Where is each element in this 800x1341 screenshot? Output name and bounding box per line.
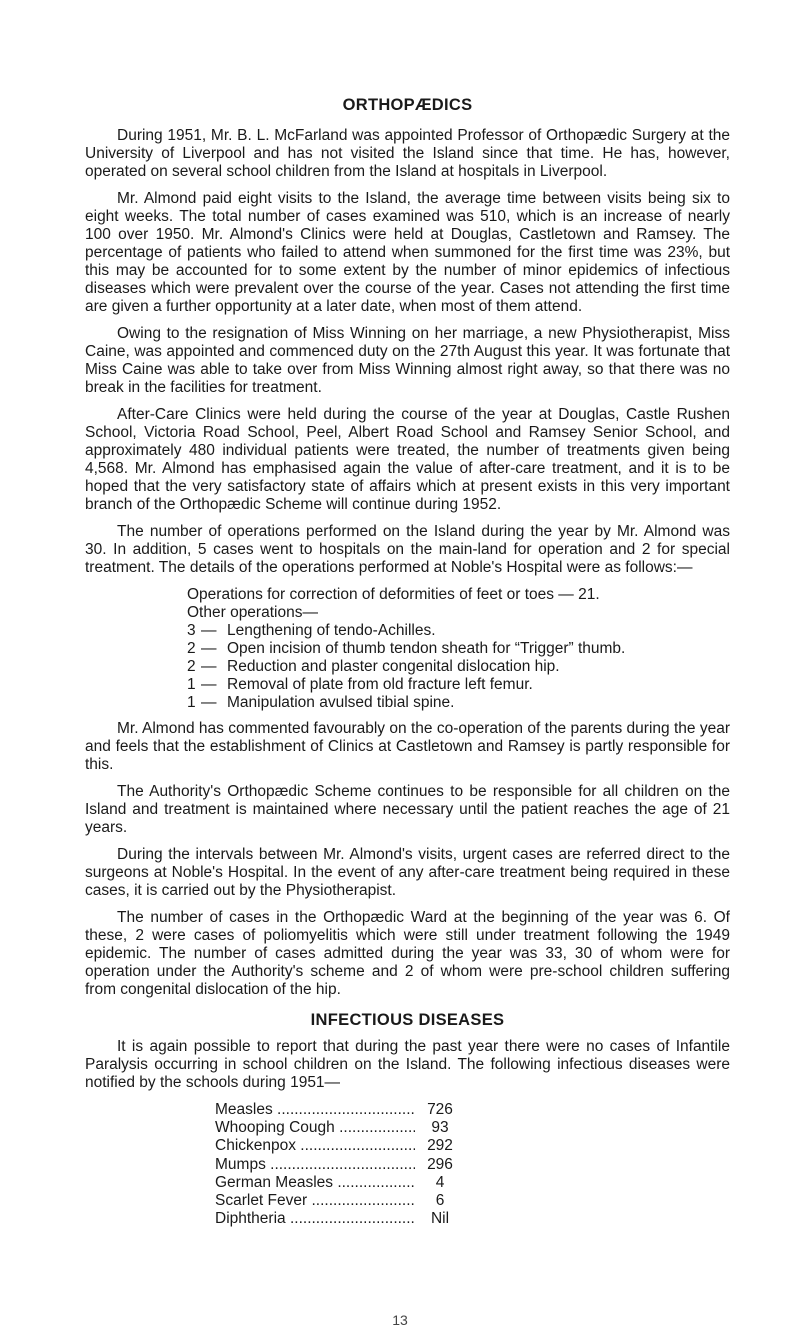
operation-dash: — (201, 640, 217, 657)
disease-row (215, 1156, 465, 1174)
disease-row (215, 1137, 465, 1155)
operation-description: Lengthening of tendo-Achilles. (227, 622, 436, 639)
paragraph: During 1951, Mr. B. L. McFarland was appointed Professor of Orthopædic Surgery at the University of Liverpool and has not visited the Island since that time. He has, however, operated on several school children from the Island at hospitals in Liverpool. (85, 127, 730, 180)
paragraph: Mr. Almond has commented favourably on the co-operation of the parents during the year and feels that the establishment of Clinics at Castletown and Ramsey is partly responsible for this. (85, 720, 730, 773)
disease-name: German Measles ..... (215, 1174, 415, 1192)
operations-feet-line: Operations for correction of deformities of feet or toes — 21. (187, 586, 600, 603)
operation-description: Open incision of thumb tendon sheath for “Trigger” thumb. (227, 640, 626, 657)
operation-item (187, 658, 730, 676)
operation-dash: — (201, 622, 217, 639)
disease-name: Chickenpox ..... (215, 1137, 415, 1155)
operations-list (187, 586, 730, 712)
disease-count: 93 (431, 1119, 449, 1137)
diseases-table (215, 1101, 730, 1228)
disease-count: Nil (430, 1210, 450, 1228)
operation-description: Removal of plate from old fracture left femur. (227, 676, 533, 693)
disease-name: Diphtheria ..... (215, 1210, 415, 1228)
disease-count: 726 (427, 1101, 453, 1118)
disease-count: 296 (427, 1155, 453, 1173)
disease-name: Whooping Cough ..... (215, 1119, 415, 1137)
operation-item (187, 694, 730, 712)
operation-count: 3 (187, 622, 196, 639)
paragraph: Mr. Almond paid eight visits to the Island, the average time between visits being six to eight weeks. The total number of cases examined was 510, which is an increase of nearly 100 over 1950. Mr. Almond's Clinics were held at Douglas, Castletown and Ramsey. The percentage of patients who failed to attend when summoned for the first time was 23%, but this may be accounted for to some extent by the number of minor epidemics of infectious diseases which were prevalent over the course of the year. Cases not attending the first time are given a further opportunity at a later date, when most of them attend. (85, 190, 730, 315)
disease-row (215, 1192, 465, 1210)
operation-dash: — (201, 658, 217, 675)
disease-count: 4 (435, 1173, 445, 1191)
disease-name: Measles ..... (215, 1101, 415, 1119)
paragraph: After-Care Clinics were held during the course of the year at Douglas, Castle Rushen School, Victoria Road School, Peel, Albert Road School and Ramsey Senior School, and approximately 480 individual patients were treated, the number of treatments given being 4,568. Mr. Almond has emphasised again the value of after-care treatment, and it is to be hoped that the very satisfactory state of affairs which at present exists in this very important branch of the Orthopædic Scheme will continue during 1952. (85, 406, 730, 513)
paragraph: The Authority's Orthopædic Scheme continues to be responsible for all children on the Island and treatment is maintained where necessary until the patient reaches the age of 21 years. (85, 783, 730, 836)
section-heading-orthopaedics: ORTHOPÆDICS (342, 96, 473, 114)
other-operations-label: Other operations— (187, 604, 318, 621)
paragraph: The number of cases in the Orthopædic Ward at the beginning of the year was 6. Of these, 2 were cases of poliomyelitis which were still under treatment following the 1949 epidemic. The number of cases admitted during the year was 33, 30 of whom were for operation under the Authority's scheme and 2 of whom were pre-school children suffering from congenital dislocation of the hip. (85, 909, 730, 998)
paragraph: The number of operations performed on the Island during the year by Mr. Almond was 30. In addition, 5 cases went to hospitals on the main-land for operation and 2 for special treatment. The details of the operations performed at Noble's Hospital were as follows:— (85, 523, 730, 576)
operation-dash: — (201, 676, 217, 693)
operation-count: 2 (187, 640, 196, 657)
disease-name: Scarlet Fever ..... (215, 1192, 415, 1210)
operation-dash: — (201, 694, 217, 711)
disease-count: 6 (435, 1192, 445, 1210)
operation-item (187, 622, 730, 640)
operation-count: 2 (187, 658, 196, 675)
disease-count: 292 (427, 1137, 453, 1155)
page-number: 13 (392, 1312, 408, 1328)
operation-description: Reduction and plaster congenital dislocation hip. (227, 658, 560, 675)
disease-row (215, 1210, 465, 1228)
paragraph: It is again possible to report that during the past year there were no cases of Infantile Paralysis occurring in school children on the Island. The following infectious diseases were notified by the schools during 1951— (85, 1038, 730, 1091)
operation-description: Manipulation avulsed tibial spine. (227, 694, 455, 711)
section-heading-infectious-diseases: INFECTIOUS DISEASES (310, 1011, 505, 1029)
operation-count: 1 (187, 676, 196, 693)
operation-item (187, 640, 730, 658)
disease-row (215, 1101, 465, 1119)
paragraph: During the intervals between Mr. Almond's visits, urgent cases are referred direct to the surgeons at Noble's Hospital. In the event of any after-care treatment being required in these cases, it is carried out by the Physiotherapist. (85, 846, 730, 899)
operation-item (187, 676, 730, 694)
disease-name: Mumps ..... (215, 1156, 415, 1174)
disease-row (215, 1174, 465, 1192)
paragraph: Owing to the resignation of Miss Winning on her marriage, a new Physiotherapist, Miss Caine, was appointed and commenced duty on the 27th August this year. It was fortunate that Miss Caine was able to take over from Miss Winning almost right away, so that there was no break in the facilities for treatment. (85, 325, 730, 396)
disease-row (215, 1119, 465, 1137)
operation-count: 1 (187, 694, 196, 711)
